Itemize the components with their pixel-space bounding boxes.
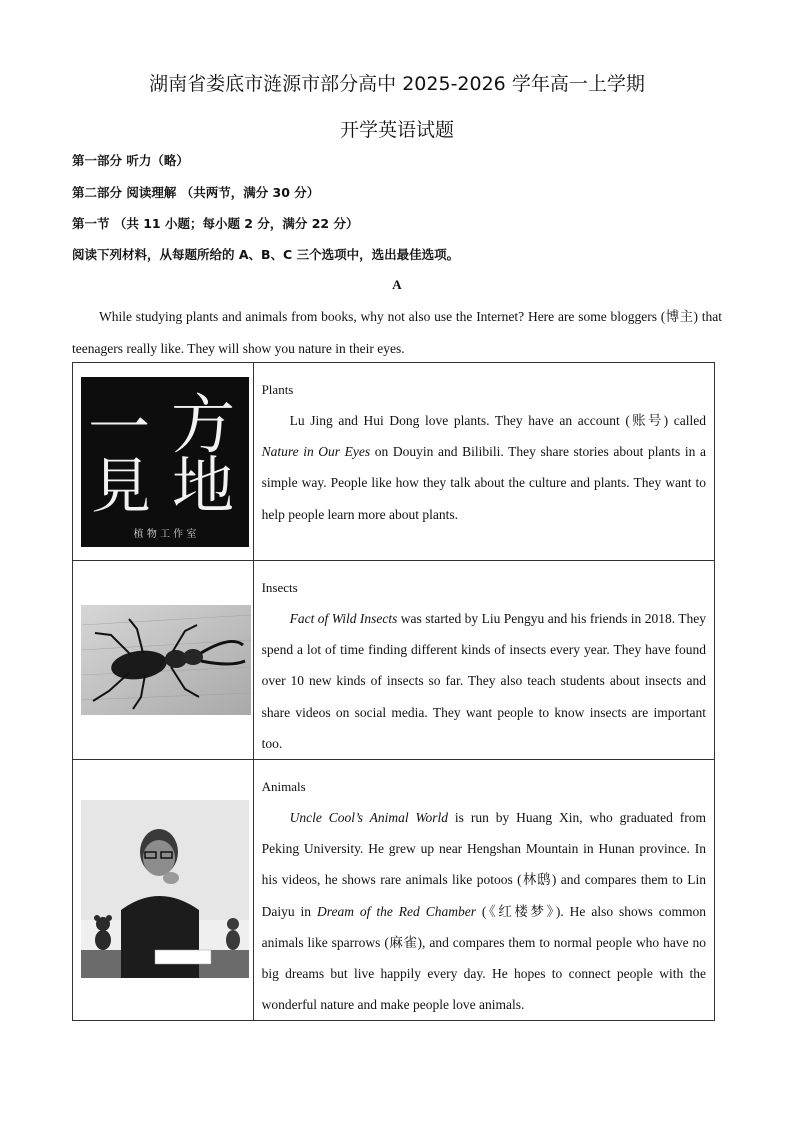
calligraphy-logo-image xyxy=(81,377,249,547)
text-cell xyxy=(253,561,714,760)
logo-char: 見 xyxy=(91,452,151,522)
table-row xyxy=(73,760,715,1021)
category-label: Animals xyxy=(261,779,306,795)
section1-heading: 第一节 （共 11 小题；每小题 2 分，满分 22 分） xyxy=(72,216,359,231)
account-title: Fact of Wild Insects xyxy=(289,611,398,626)
exam-title-line2: 开学英语试题 xyxy=(339,119,454,141)
table-row xyxy=(73,363,715,561)
part2-heading: 第二部分 阅读理解 （共两节，满分 30 分） xyxy=(72,185,320,200)
logo-char: 方 xyxy=(171,389,235,463)
logo-subtitle: 植 物 工 作 室 xyxy=(133,529,197,540)
intro-paragraph: While studying plants and animals from books, why not also use the Internet? Here are some bloggers (博主) that teenagers really like. They will show you nature in their eyes. xyxy=(72,309,722,356)
blogger-portrait-image xyxy=(81,800,249,978)
entry-paragraph: Uncle Cool’s Animal World is run by Huang Xin, who graduated from Peking University. He grew up near Hengshan Mountain in Hunan province. In his videos, he shows rare animals like potoos (林鸱) and compares them to Lin Daiyu in Dream of the Red Chamber (《红楼梦》). He also shows common animals like sparrows (麻雀), and compares them to normal people who have no big dreams but live happily every day. He hopes to connect people with the wonderful nature and make people love animals. xyxy=(261,810,706,1013)
exam-title-line1: 湖南省娄底市涟源市部分高中 2025-2026 学年高一上学期 xyxy=(149,73,645,95)
account-title: Uncle Cool’s Animal World xyxy=(289,810,449,826)
category-label: Insects xyxy=(261,580,298,595)
image-cell xyxy=(73,760,254,1021)
instruction-text: 阅读下列材料，从每题所给的 A、B、C 三个选项中，选出最佳选项。 xyxy=(72,247,460,262)
image-cell xyxy=(73,561,254,760)
logo-char: 一 xyxy=(87,391,151,464)
bloggers-table xyxy=(72,362,715,1021)
part1-heading: 第一部分 听力（略） xyxy=(72,153,189,168)
logo-char: 地 xyxy=(171,449,235,522)
stag-beetle-image xyxy=(81,605,251,715)
account-title: Nature in Our Eyes xyxy=(261,444,371,460)
entry-paragraph: Fact of Wild Insects was started by Liu Pengyu and his friends in 2018. They spend a lot of time finding different kinds of insects every year. They have found over 10 new kinds of insects so far. They also teach students about insects and share videos on social media. They want people to know insects are important too. xyxy=(261,611,706,751)
table-row xyxy=(73,561,715,760)
entry-paragraph: Lu Jing and Hui Dong love plants. They have an account (账号) called Nature in Our Eyes on Douyin and Bilibili. They share stories about plants in a simple way. People like how they talk about the culture and plants. They want to help people learn more about plants. xyxy=(261,413,706,522)
text-cell xyxy=(253,760,714,1021)
passage-letter: A xyxy=(392,277,402,292)
book-title: Dream of the Red Chamber xyxy=(316,903,476,919)
category-label: Plants xyxy=(261,382,294,397)
text-cell xyxy=(253,363,714,561)
image-cell xyxy=(73,363,254,561)
